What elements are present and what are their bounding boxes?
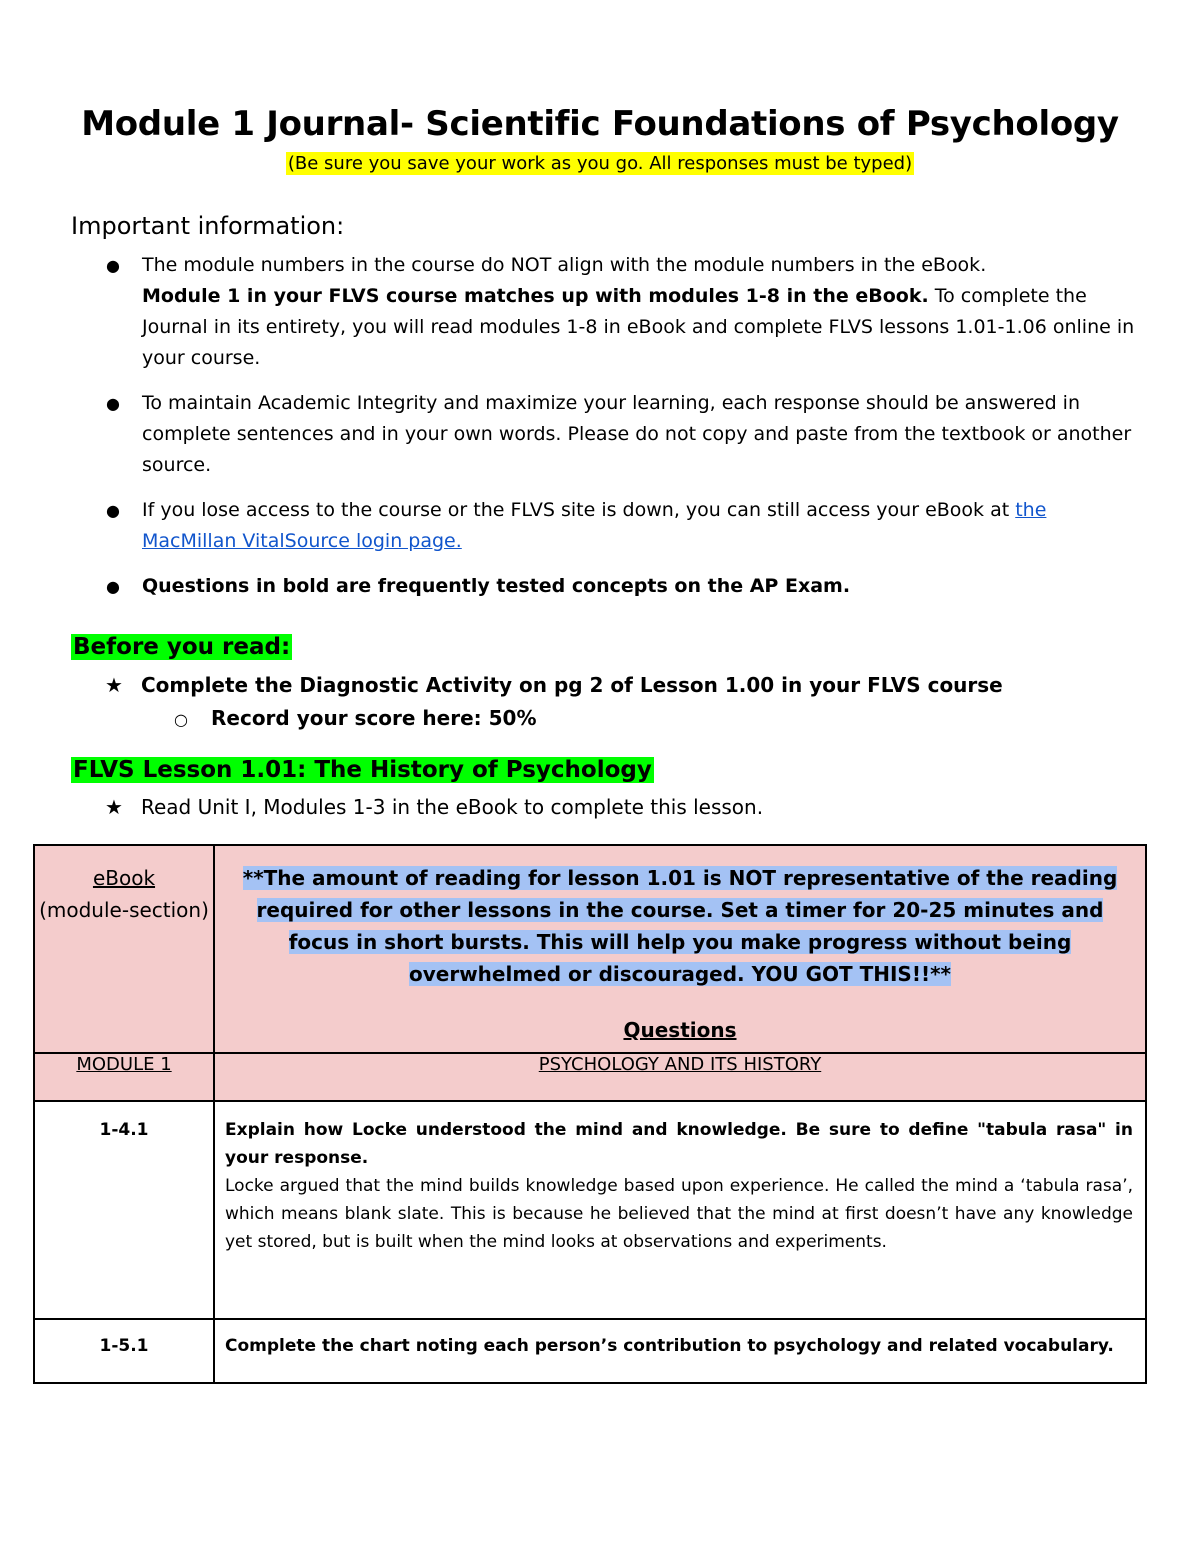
lesson-heading	[71, 757, 654, 783]
diagnostic-task-text: Complete the Diagnostic Activity on pg 2 of Lesson 1.00 in your FLVS course	[141, 673, 1003, 697]
vitalsource-login-link[interactable]: the MacMillan VitalSource login page.	[142, 499, 1047, 552]
lesson-task	[105, 795, 763, 819]
question-id-cell: 1-5.1	[34, 1319, 214, 1383]
bullet-icon: ●	[106, 577, 120, 596]
question-text: Complete the chart noting each person’s contribution to psychology and related vocabulary.	[225, 1336, 1114, 1356]
questions-column-header	[214, 845, 1146, 1053]
lesson-task-text: Read Unit I, Modules 1-3 in the eBook to complete this lesson.	[141, 795, 764, 819]
bullet-icon: ●	[106, 256, 120, 275]
info-text: The module numbers in the course do NOT align with the module numbers in the eBook.	[142, 254, 987, 276]
page-title: Module 1 Journal- Scientific Foundations of Psychology	[81, 104, 1119, 144]
info-text-bold: Module 1 in your FLVS course matches up with modules 1-8 in the eBook.	[142, 285, 929, 307]
circle-bullet-icon: ○	[174, 710, 188, 729]
before-you-read-heading	[71, 634, 292, 660]
score-text: Record your score here: 50%	[211, 706, 537, 730]
question-cell[interactable]	[214, 1319, 1146, 1383]
questions-label: Questions	[623, 1018, 737, 1042]
table-row	[34, 1319, 1146, 1383]
subtitle-wrap	[0, 153, 1200, 174]
list-item	[100, 495, 1140, 557]
journal-table	[33, 844, 1147, 1384]
module-section-label: (module-section)	[39, 898, 209, 922]
bullet-icon: ●	[106, 501, 120, 520]
star-icon: ★	[105, 795, 123, 819]
module-title-cell: PSYCHOLOGY AND ITS HISTORY	[214, 1053, 1146, 1101]
diagnostic-task	[105, 673, 1003, 697]
lesson-heading-label: FLVS Lesson 1.01: The History of Psychology	[73, 757, 652, 783]
info-text: To complete the Journal in its entirety, you will read modules 1-8 in eBook and complete FLVS lessons 1.01-1.06 online in your course.	[142, 285, 1135, 369]
important-info-list	[100, 250, 1140, 616]
ebook-label: eBook	[92, 866, 156, 890]
save-work-notice: (Be sure you save your work as you go. All responses must be typed)	[287, 153, 913, 174]
bullet-icon: ●	[106, 394, 120, 413]
list-item	[100, 571, 1140, 602]
ebook-column-header	[34, 845, 214, 1053]
info-text: To maintain Academic Integrity and maximize your learning, each response should be answered in complete sentences and in your own words. Please do not copy and paste from the textbook or another source.	[142, 392, 1132, 476]
before-you-read-label: Before you read:	[73, 634, 291, 660]
question-id-cell: 1-4.1	[34, 1101, 214, 1319]
info-text: If you lose access to the course or the FLVS site is down, you can still access your eBook at	[142, 499, 1016, 521]
score-record	[174, 706, 537, 730]
question-text: Explain how Locke understood the mind and knowledge. Be sure to define "tabula rasa" in your response.	[225, 1120, 1133, 1168]
question-cell[interactable]	[214, 1101, 1146, 1319]
module-label-cell: MODULE 1	[34, 1053, 214, 1101]
table-row	[34, 1101, 1146, 1319]
module-row	[34, 1053, 1146, 1101]
star-icon: ★	[105, 673, 123, 697]
list-item	[100, 388, 1140, 481]
important-info-heading: Important information:	[71, 212, 345, 240]
table-header-row	[34, 845, 1146, 1053]
answer-text[interactable]: Locke argued that the mind builds knowledge based upon experience. He called the mind a ‘tabula rasa’, which means blank slate. This is because he believed that the mind at first doesn’t have any knowledge yet stored, but is built when the mind looks at observations and experiments.	[225, 1176, 1133, 1252]
reading-notice: **The amount of reading for lesson 1.01 is NOT representative of the reading required for other lessons in the course. Set a timer for 20-25 minutes and focus in short bursts. This will help you make progress without being overwhelmed or discouraged. YOU GOT THIS!!**	[242, 866, 1118, 986]
info-text-bold: Questions in bold are frequently tested concepts on the AP Exam.	[142, 575, 851, 597]
list-item	[100, 250, 1140, 374]
